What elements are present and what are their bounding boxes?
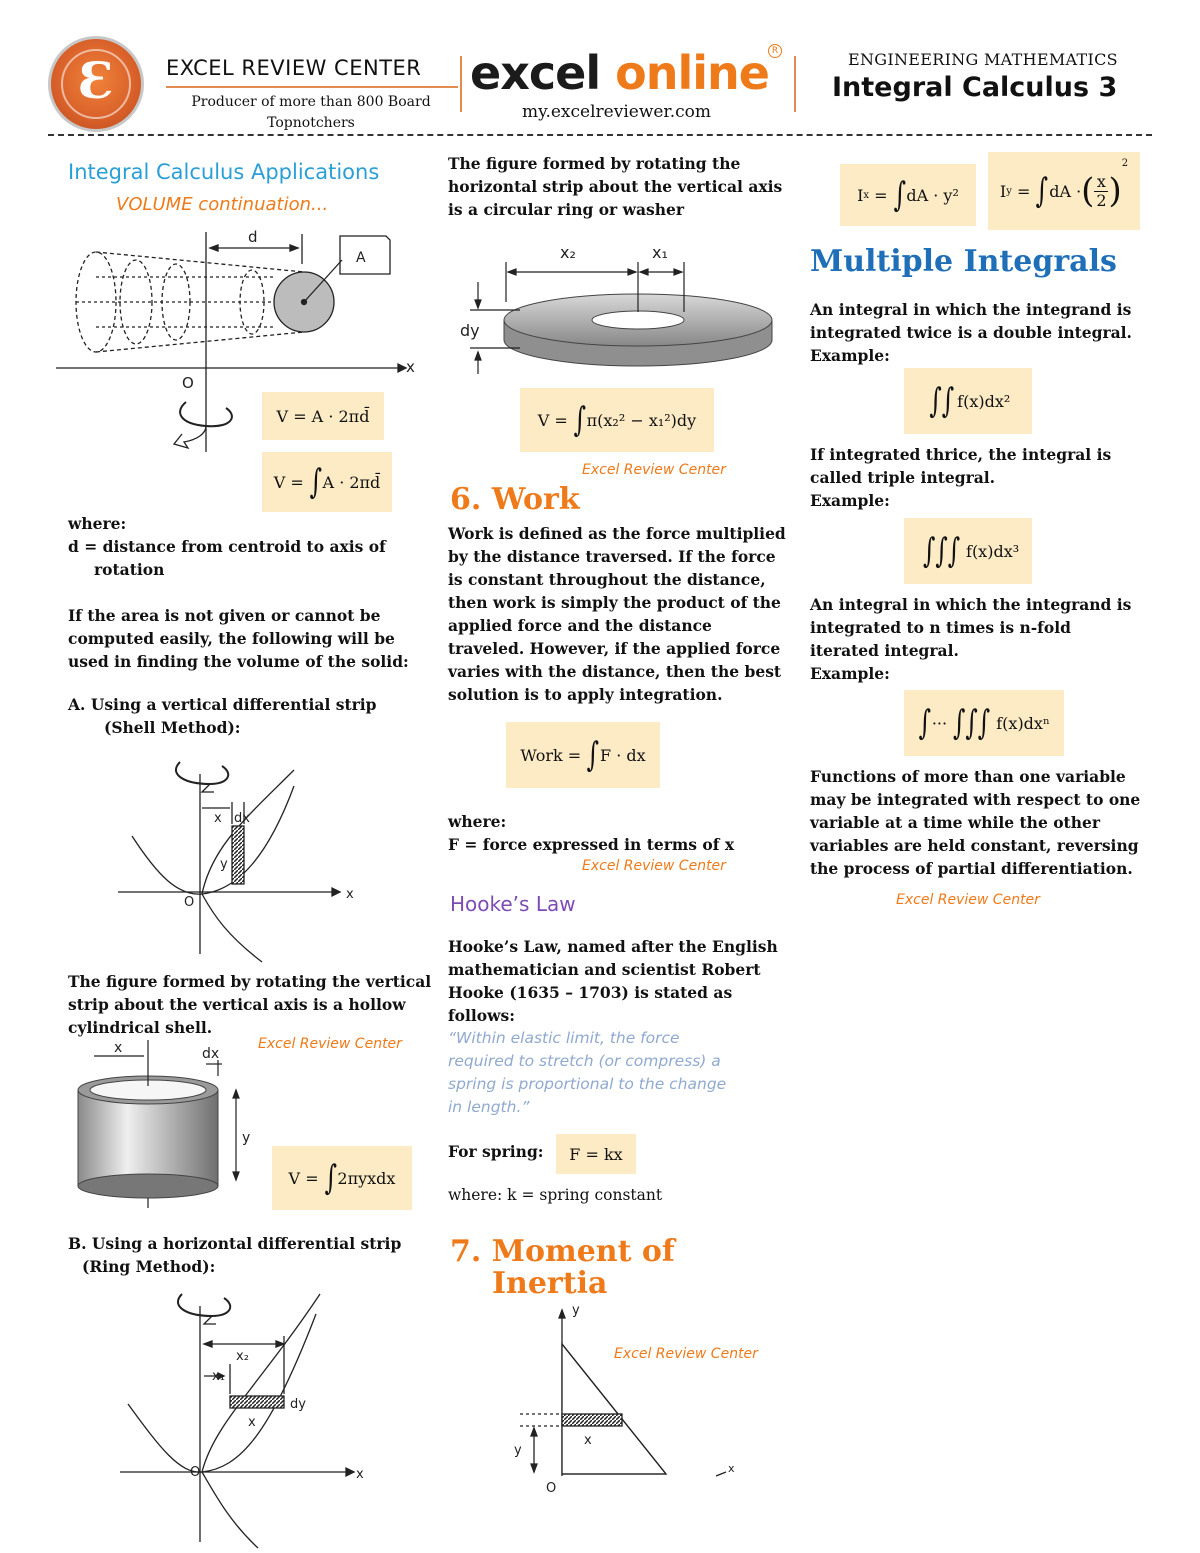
fig3-label-y: y xyxy=(242,1130,251,1146)
fn-line-2: may be integrated with respect to one xyxy=(810,790,1141,809)
fig4-label-x: x xyxy=(248,1415,256,1430)
hooke-quote-2: required to stretch (or compress) a xyxy=(448,1052,721,1070)
fig6-label-xaxis: x xyxy=(728,1462,735,1475)
fig2-label-O: O xyxy=(184,895,195,910)
fig1-label-d: d xyxy=(248,228,258,246)
brand-logo xyxy=(470,46,769,100)
fig6-label-x: x xyxy=(584,1433,592,1448)
work-line-8: solution is to apply integration. xyxy=(448,685,723,704)
k-definition: where: k = spring constant xyxy=(448,1186,663,1204)
example-label-3: Example: xyxy=(810,664,890,683)
work-line-2: by the distance traversed. If the force xyxy=(448,547,776,566)
watermark-3: Excel Review Center xyxy=(582,858,726,874)
mi-line-3: If integrated thrice, the integral is xyxy=(810,445,1112,464)
formula-washer-volume: V = ∫ π(x₂² − x₁²)dy xyxy=(520,388,714,452)
figure-washer xyxy=(460,240,790,380)
para-line-3: used in finding the volume of the solid: xyxy=(68,652,409,671)
d-definition-1: d = distance from centroid to axis of xyxy=(68,537,386,556)
fig1-label-x: x xyxy=(406,358,415,376)
org-name: EXCEL REVIEW CENTER xyxy=(166,56,422,80)
header-dashed-divider xyxy=(48,134,1152,136)
fig2-label-y: y xyxy=(220,857,228,872)
section-title: Integral Calculus Applications xyxy=(68,160,380,184)
work-line-6: traveled. However, if the applied force xyxy=(448,639,781,658)
fig2-label-x: x xyxy=(214,811,222,826)
hooke-quote-3: spring is proportional to the change xyxy=(448,1075,727,1093)
header-divider-left xyxy=(460,56,462,112)
work-where-label: where: xyxy=(448,812,507,831)
shell-desc-2: strip about the vertical axis is a hollow xyxy=(68,995,406,1014)
figure-ring-method xyxy=(120,1284,370,1548)
formula-n-fold-integral: ∫ ··· ∫∫∫ f(x)dxⁿ xyxy=(904,690,1064,756)
fn-line-1: Functions of more than one variable xyxy=(810,767,1126,786)
formula-volume-integral: V = ∫ A · 2πd̄ xyxy=(262,452,392,512)
fig4-label-xaxis: x xyxy=(356,1467,364,1482)
mi-line-1: An integral in which the integrand is xyxy=(810,300,1132,319)
brand-online: online xyxy=(615,46,769,100)
watermark-1: Excel Review Center xyxy=(258,1036,402,1052)
registered-icon: R xyxy=(768,44,782,58)
shell-method-subheading: (Shell Method): xyxy=(104,718,241,737)
f-definition: F = force expressed in terms of x xyxy=(448,835,735,854)
ring-method-subheading: (Ring Method): xyxy=(82,1257,216,1276)
hooke-line-4: follows: xyxy=(448,1006,515,1025)
fn-line-4: variables are held constant, reversing xyxy=(810,836,1139,855)
fig4-label-O: O xyxy=(190,1465,201,1480)
moment-of-inertia-title-2: Inertia xyxy=(492,1266,608,1301)
subject-title: Integral Calculus 3 xyxy=(832,72,1118,103)
fig5-label-dy: dy xyxy=(460,321,480,340)
formula-work: Work = ∫ F · dx xyxy=(506,722,660,788)
ring-desc-3: is a circular ring or washer xyxy=(448,200,685,219)
brand-excel: excel xyxy=(470,46,601,100)
formula-iy: I y = ∫ dA · ( x 2 ) 2 xyxy=(988,152,1140,230)
moment-of-inertia-title-1: 7. Moment of xyxy=(450,1234,675,1269)
watermark-4: Excel Review Center xyxy=(614,1346,758,1362)
work-title: 6. Work xyxy=(450,482,580,517)
mi-line-5: An integral in which the integrand is xyxy=(810,595,1132,614)
hooke-quote-1: “Within elastic limit, the force xyxy=(448,1029,680,1047)
work-line-3: is constant throughout the distance, xyxy=(448,570,766,589)
formula-volume-pappus: V = A · 2πd̄ xyxy=(262,392,384,440)
org-tagline: Producer of more than 800 Board Topnotchers xyxy=(191,94,431,131)
fn-line-3: variable at a time while the other xyxy=(810,813,1101,832)
formula-ix: I x = ∫ dA · y² xyxy=(840,164,976,226)
hooke-line-2: mathematician and scientist Robert xyxy=(448,960,761,979)
fig1-label-A: A xyxy=(356,250,366,266)
header-rule xyxy=(166,86,458,88)
ring-desc-1: The figure formed by rotating the xyxy=(448,154,741,173)
mi-line-6: integrated to n times is n-fold xyxy=(810,618,1071,637)
example-label-1: Example: xyxy=(810,346,890,365)
d-definition-2: rotation xyxy=(94,560,165,579)
hookes-law-title: Hooke’s Law xyxy=(450,892,576,916)
work-line-1: Work is defined as the force multiplied xyxy=(448,524,786,543)
site-url[interactable]: my.excelreviewer.com xyxy=(522,102,711,122)
mi-line-2: integrated twice is a double integral. xyxy=(810,323,1132,342)
where-label: where: xyxy=(68,514,127,533)
work-line-7: varies with the distance, then the best xyxy=(448,662,782,681)
watermark-5: Excel Review Center xyxy=(896,892,1040,908)
ring-desc-2: horizontal strip about the vertical axis xyxy=(448,177,783,196)
example-label-2: Example: xyxy=(810,491,890,510)
fig3-label-x: x xyxy=(114,1040,123,1056)
shell-desc-3: cylindrical shell. xyxy=(68,1018,213,1037)
fig5-label-x1: x₁ xyxy=(652,243,668,262)
category-label: ENGINEERING MATHEMATICS xyxy=(848,50,1118,69)
fig5-label-x2: x₂ xyxy=(560,243,576,262)
section-subtitle: VOLUME continuation... xyxy=(116,194,329,215)
formula-triple-integral: ∫∫∫ f(x)dx³ xyxy=(904,518,1032,584)
work-line-5: applied force and the distance xyxy=(448,616,712,635)
hooke-line-3: Hooke (1635 – 1703) is stated as xyxy=(448,983,733,1002)
figure-moment-of-inertia xyxy=(500,1300,750,1500)
shell-method-heading: A. Using a vertical differential strip xyxy=(68,695,377,714)
fig2-label-xaxis: x xyxy=(346,887,354,902)
formula-hooke: F = kx xyxy=(556,1134,636,1174)
fig1-label-O: O xyxy=(182,374,194,392)
header-divider-right xyxy=(794,56,796,112)
mi-line-7: iterated integral. xyxy=(810,641,959,660)
hooke-line-1: Hooke’s Law, named after the English xyxy=(448,937,778,956)
fig4-label-dy: dy xyxy=(290,1397,306,1412)
multiple-integrals-title: Multiple Integrals xyxy=(810,244,1117,279)
para-line-2: computed easily, the following will be xyxy=(68,629,395,648)
fig4-label-x1: x₁ xyxy=(212,1369,225,1384)
work-line-4: then work is simply the product of the xyxy=(448,593,781,612)
hooke-quote-4: in length.” xyxy=(448,1098,530,1116)
mi-line-4: called triple integral. xyxy=(810,468,996,487)
shell-desc-1: The figure formed by rotating the vertical xyxy=(68,972,432,991)
fig6-label-O: O xyxy=(546,1481,557,1496)
fig4-label-x2: x₂ xyxy=(236,1349,249,1364)
figure-shell-method xyxy=(118,746,368,966)
fig2-label-dx: dx xyxy=(234,811,250,826)
fn-line-5: the process of partial differentiation. xyxy=(810,859,1133,878)
fig6-label-y: y xyxy=(572,1303,580,1318)
ring-method-heading: B. Using a horizontal differential strip xyxy=(68,1234,402,1253)
excel-review-center-logo: Ɛ xyxy=(48,36,144,132)
para-line-1: If the area is not given or cannot be xyxy=(68,606,381,625)
figure-cylindrical-shell xyxy=(72,1040,262,1210)
formula-shell-volume: V = ∫ 2πyxdx xyxy=(272,1146,412,1210)
watermark-2: Excel Review Center xyxy=(582,462,726,478)
for-spring-label: For spring: xyxy=(448,1142,544,1161)
formula-double-integral: ∫∫ f(x)dx² xyxy=(904,368,1032,434)
fig3-label-dx: dx xyxy=(202,1046,220,1062)
fig6-label-ylab: y xyxy=(514,1443,522,1458)
